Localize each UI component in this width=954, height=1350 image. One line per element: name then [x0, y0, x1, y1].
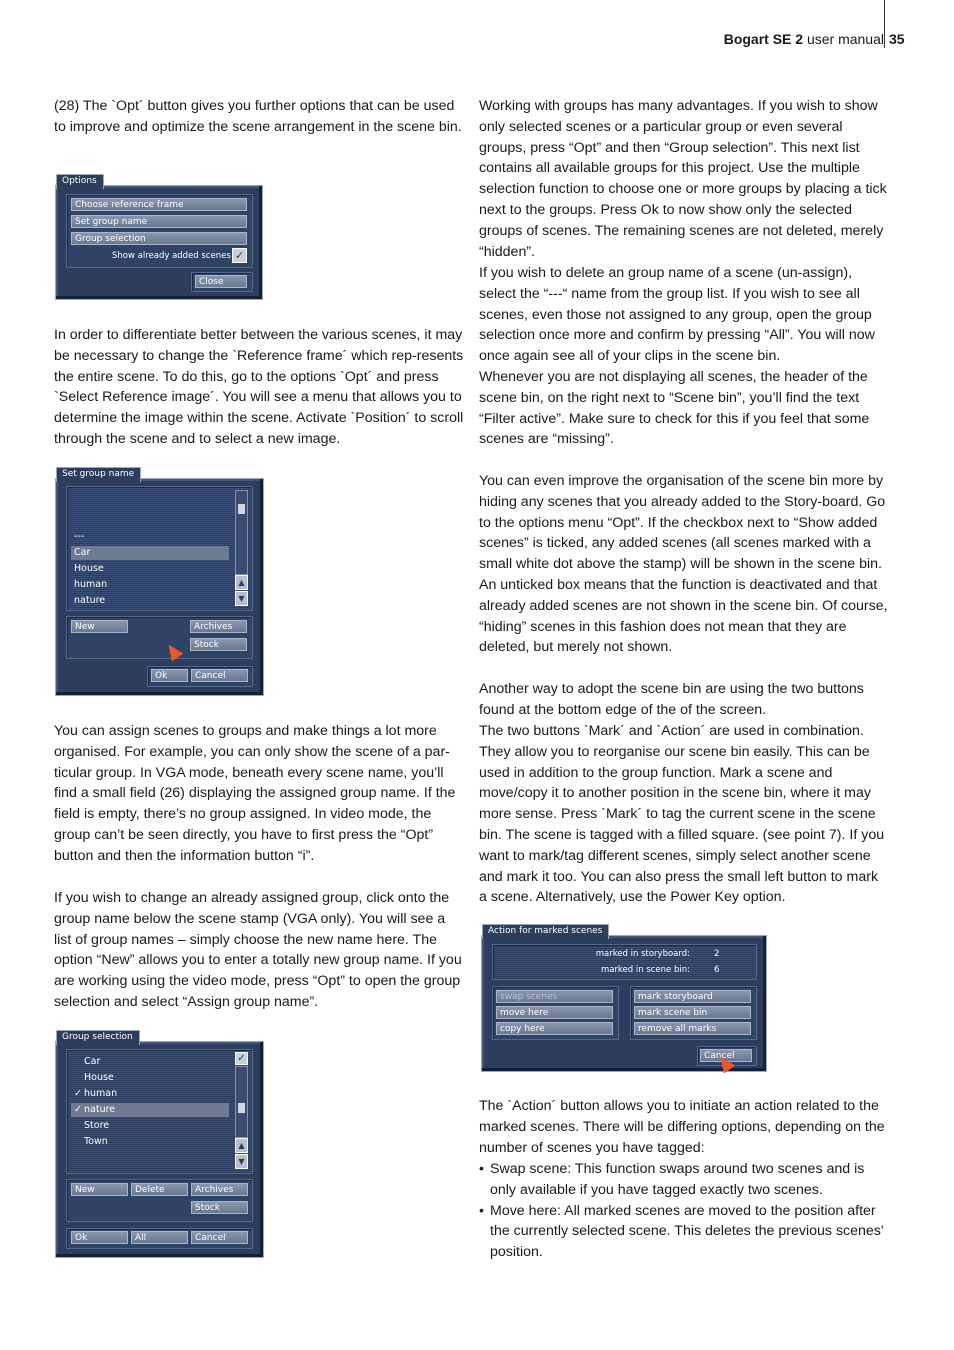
options-panel	[66, 194, 253, 268]
close-panel	[191, 272, 253, 292]
bullet-swap-scene: • Swap scene: This function swaps around two scenes and is only available if you have tagged exactly two scenes.	[479, 1159, 889, 1201]
all-button[interactable]: All	[131, 1231, 188, 1244]
options-dialog	[55, 176, 263, 300]
cancel-button[interactable]: Cancel	[191, 1231, 248, 1244]
options-dialog-title: Options	[56, 174, 104, 189]
select-all-checkbox[interactable]: ✓	[235, 1052, 248, 1065]
right-paragraph-7: The `Action´ button allows you to initiate an action related to the marked scenes. There will be differing options, depending on the number of scenes you have tagged:	[479, 1098, 885, 1156]
bullet-move-here: • Move here: All marked scenes are moved to the position after the currently selected scene. This deletes the previous scenes' position.	[479, 1201, 889, 1263]
left-paragraph-1: (28) The `Opt´ button gives you further options that can be used to improve and optimize the scene arrangement in the scene bin.	[54, 98, 462, 135]
left-paragraph-3: You can assign scenes to groups and make things a lot more organised. For example, you can only show the scene of a par-ticular group. In VGA mode, beneath every scene name, you’ll find a small field (26) displaying the assigned group name. If the field is empty, there’s no group assigned. In video mode, the group can’t be seen directly, you have to first press the “Opt” button and then the information button “i”.	[54, 723, 456, 864]
marked-scenebin-value: 6	[714, 965, 720, 975]
group-row-label: human	[84, 1088, 118, 1099]
right-paragraph-4: You can even improve the organisation of the scene bin more by hiding any scenes that you already added to the Story-board. Go to the options menu “Opt”. If the checkbox next to “Show added scenes” is ticked, any added scenes (all scenes marked with a small white dot above the stamp) will be shown in the scene bin. An unticked box means that the function is deactivated and that already added scenes are not shown in the scene bin. Of course, “hiding” scenes in this fashion does not mean that they are deleted, but merely not shown.	[479, 473, 888, 656]
group-actions-panel	[66, 1179, 253, 1222]
group-row-label: Store	[84, 1120, 110, 1131]
group-list-item[interactable]: ---	[74, 531, 85, 542]
stock-button[interactable]: Stock	[191, 1201, 248, 1214]
group-actions-panel	[66, 616, 253, 659]
group-check-mark: ✓	[74, 1104, 82, 1115]
marked-storyboard-value: 2	[714, 949, 720, 959]
show-added-scenes-label: Show already added scenes	[112, 251, 231, 261]
new-button[interactable]: New	[71, 620, 128, 633]
choose-reference-frame-button[interactable]: Choose reference frame	[71, 198, 247, 211]
group-list-panel	[66, 486, 253, 611]
group-list-item[interactable]: nature	[74, 595, 106, 606]
move-here-button[interactable]: move here	[496, 1006, 613, 1019]
group-row-selected[interactable]	[71, 1103, 229, 1117]
group-row[interactable]	[71, 1135, 229, 1149]
group-selection-title: Group selection	[56, 1030, 140, 1045]
remove-all-marks-button[interactable]: remove all marks	[634, 1022, 751, 1035]
list-scrollbar[interactable]	[235, 490, 248, 575]
group-list-item[interactable]: human	[74, 579, 108, 590]
group-selection-dialog	[55, 1032, 264, 1258]
cancel-button[interactable]: Cancel	[700, 1049, 752, 1062]
marked-storyboard-label: marked in storyboard:	[595, 949, 690, 959]
action-dialog-title: Action for marked scenes	[482, 924, 609, 939]
group-list-item[interactable]: House	[74, 563, 104, 574]
right-paragraph-3: Whenever you are not displaying all scenes, the header of the scene bin, on the right next to “Scene bin”, you’ll find the text “Filter active”. Make sure to check for this if you feel that some scenes are “missing”.	[479, 369, 870, 448]
right-paragraph-5: Another way to adopt the scene bin are using the two buttons found at the bottom edge of the of the screen.	[479, 681, 864, 718]
scroll-up-icon[interactable]: ▲	[235, 575, 248, 590]
set-group-name-title: Set group name	[56, 467, 141, 482]
scroll-down-icon[interactable]: ▼	[235, 591, 248, 606]
right-paragraph-2: If you wish to delete an group name of a scene (un-assign), select the “---“ name from the group list. If you wish to see all scenes, even those not assigned to any group, open the group selection once more and confirm by pressing “All”. You will now once again see all of your clips in the scene bin.	[479, 265, 875, 365]
new-button[interactable]: New	[71, 1183, 128, 1196]
group-row[interactable]	[71, 1119, 229, 1133]
scrollbar-thumb[interactable]	[238, 1103, 245, 1113]
archives-button[interactable]: Archives	[191, 1183, 248, 1196]
manual-title-bold: Bogart SE 2	[723, 31, 804, 47]
header-divider	[884, 0, 885, 48]
scroll-down-icon[interactable]: ▼	[235, 1154, 248, 1169]
left-paragraph-2: In order to differentiate better between the various scenes, it may be necessary to change the `Reference frame´ which rep-resents the entire scene. To do this, go to the options `Opt´ and press `Select Reference image´. You will see a menu that allows you to determine the image within the scene. Activate `Position´ to scroll through the scene and to select a new image.	[54, 327, 464, 447]
show-added-scenes-checkbox[interactable]: ✓	[232, 248, 247, 263]
mark-scene-bin-button[interactable]: mark scene bin	[634, 1006, 751, 1019]
group-row[interactable]	[71, 1087, 229, 1101]
mark-storyboard-button[interactable]: mark storyboard	[634, 990, 751, 1003]
group-check-mark: ✓	[74, 1088, 82, 1099]
running-header	[724, 31, 884, 47]
cancel-button[interactable]: Cancel	[191, 669, 248, 682]
group-selection-list	[66, 1049, 253, 1174]
group-row[interactable]	[71, 1071, 229, 1085]
ok-cancel-panel	[147, 666, 253, 687]
right-paragraph-6: The two buttons `Mark´ and `Action´ are used in combination. They allow you to reorganise our scene bin easily. This can be used in addition to the group function. Mark a scene and move/copy it to another position in the scene bin, where it may more sense. Press `Mark´ to tag the current scene in the scene bin. The scene is tagged with a filled square. (see point 7). If you want to mark/tag different scenes, simply select another scene and mark it too. You can also press the small left button to mark a scene. Alternatively, use the Power Key option.	[479, 723, 885, 906]
action-bullet-list	[479, 1159, 889, 1263]
stock-button[interactable]: Stock	[190, 638, 247, 651]
mark-actions-panel	[630, 986, 757, 1040]
close-button[interactable]: Close	[195, 275, 247, 288]
ok-button[interactable]: Ok	[71, 1231, 128, 1244]
group-row-label: Town	[84, 1136, 108, 1147]
group-row-label: nature	[84, 1104, 116, 1115]
copy-here-button[interactable]: copy here	[496, 1022, 613, 1035]
delete-button[interactable]: Delete	[131, 1183, 188, 1196]
list-scrollbar[interactable]	[235, 1066, 248, 1138]
group-row-label: Car	[84, 1056, 101, 1067]
action-marked-scenes-dialog	[481, 926, 767, 1072]
group-row[interactable]	[71, 1055, 229, 1069]
scrollbar-thumb[interactable]	[238, 504, 245, 514]
marked-scenebin-label: marked in scene bin:	[600, 965, 690, 975]
marked-counts-panel	[492, 944, 757, 980]
right-paragraph-1: Working with groups has many advantages. If you wish to show only selected scenes or a particular group or even several groups, press “Opt” and then “Group selection”. This next list contains all available groups for this project. Use the multiple selection function to choose one or more groups by placing a tick next to the groups. Press Ok to now show only the selected groups of scenes. The remaining scenes are not deleted, merely “hidden”.	[479, 98, 887, 260]
left-paragraph-4: If you wish to change an already assigned group, click onto the group name below the scene stamp (VGA only). You will see a list of group names – simply choose the new name here. The option “New” allows you to enter a totally new group name. If you are working using the video mode, press “Opt” to open the group selection and select “Assign group name”.	[54, 890, 462, 1010]
manual-title-rest: user manual	[803, 31, 884, 47]
set-group-name-button[interactable]: Set group name	[71, 215, 247, 228]
set-group-name-dialog	[55, 469, 264, 696]
group-row-label: House	[84, 1072, 114, 1083]
page-number: 35	[889, 31, 905, 47]
archives-button[interactable]: Archives	[190, 620, 247, 633]
group-selection-button[interactable]: Group selection	[71, 232, 247, 245]
scroll-up-icon[interactable]: ▲	[235, 1138, 248, 1153]
scene-actions-panel	[492, 986, 619, 1040]
ok-all-cancel-panel	[66, 1228, 253, 1249]
swap-scenes-button[interactable]: swap scenes	[496, 990, 613, 1003]
group-list-item-selected[interactable]: Car	[71, 546, 229, 560]
ok-button[interactable]: Ok	[151, 669, 188, 682]
